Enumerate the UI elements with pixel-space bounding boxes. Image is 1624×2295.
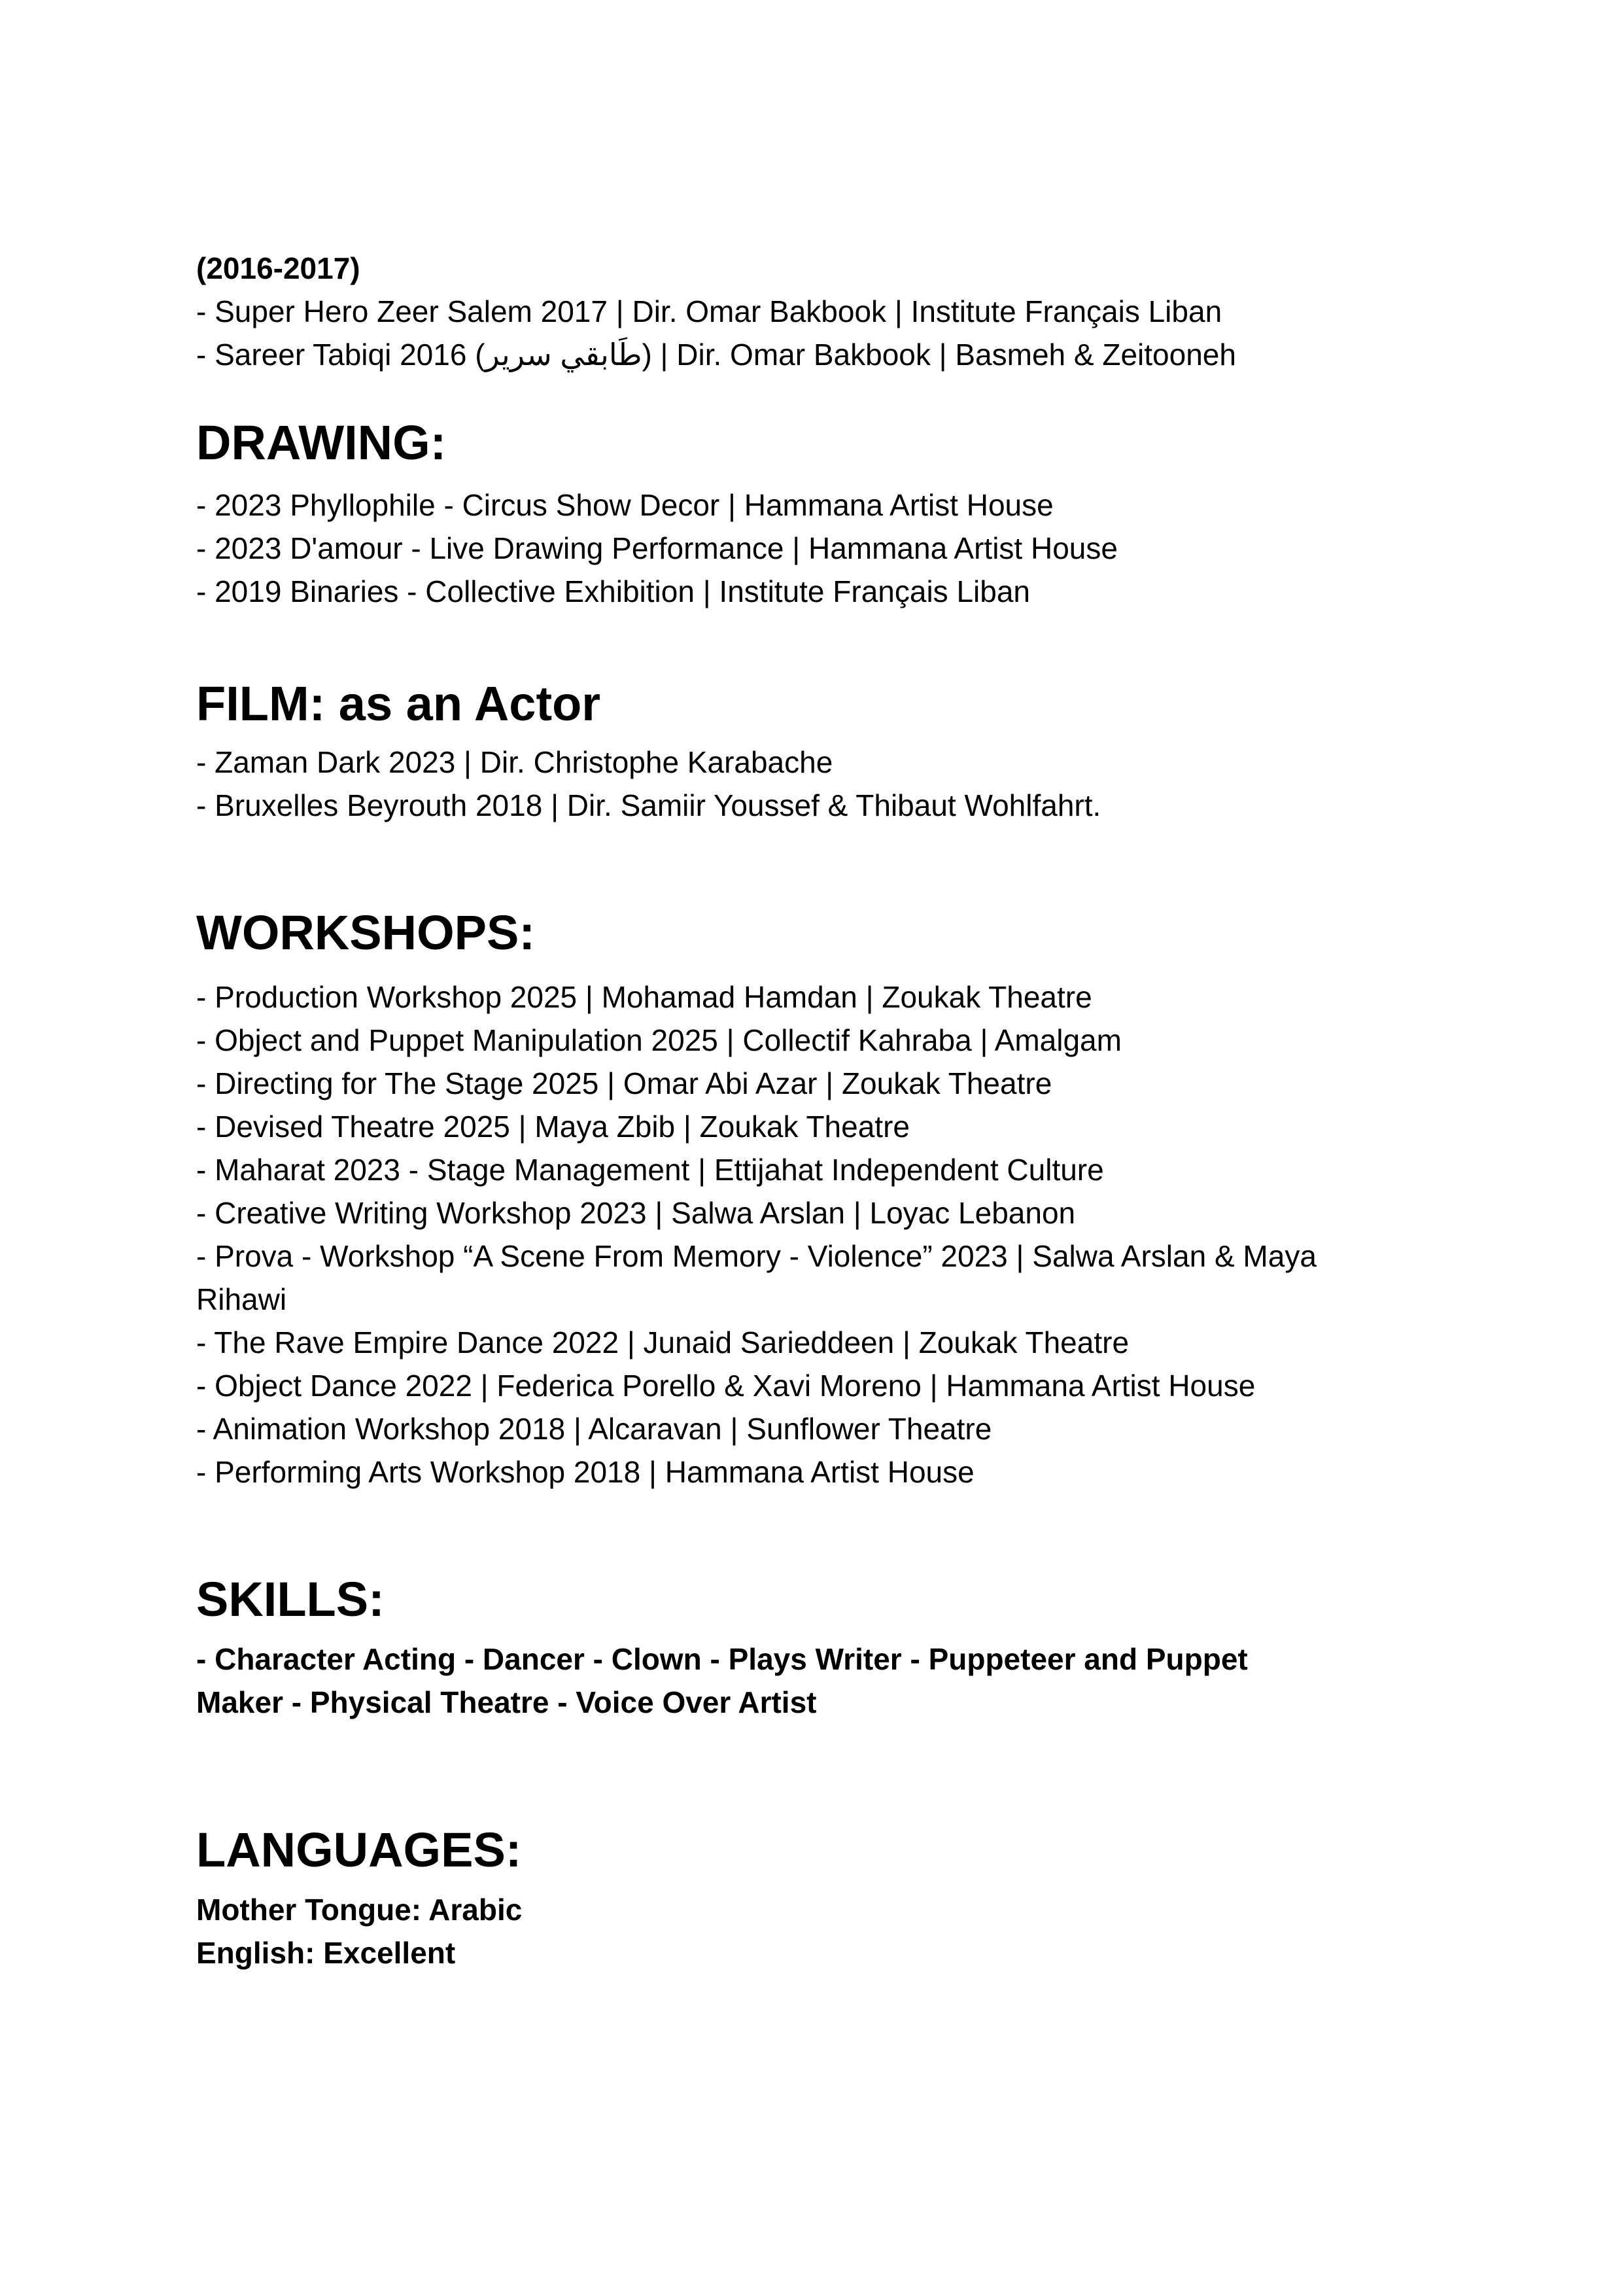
entry-line: - Sareer Tabiqi 2016 (طَابقي سرير) | Dir. Omar Bakbook | Basmeh & Zeitooneh: [196, 338, 1236, 372]
entry-line: - Object Dance 2022 | Federica Porello & Xavi Moreno | Hammana Artist House: [196, 1369, 1256, 1403]
skill-line: - Character Acting - Dancer - Clown - Plays Writer - Puppeteer and Puppet: [196, 1642, 1248, 1676]
years-subheading: (2016-2017): [196, 251, 360, 285]
section-heading-film: FILM: as an Actor: [196, 676, 601, 731]
entry-line: - Object and Puppet Manipulation 2025 | Collectif Kahraba | Amalgam: [196, 1023, 1122, 1057]
entry-line: Rihawi: [196, 1282, 287, 1316]
section-heading-workshops: WORKSHOPS:: [196, 905, 535, 960]
workshops-entries: [196, 975, 1434, 1494]
entry-line: - 2023 Phyllophile - Circus Show Decor | Hammana Artist House: [196, 488, 1054, 522]
languages-entries: [196, 1888, 1434, 1974]
entry-line: - Maharat 2023 - Stage Management | Ettijahat Independent Culture: [196, 1153, 1104, 1187]
section-heading-skills: SKILLS:: [196, 1572, 385, 1626]
drawing-entries: [196, 483, 1434, 613]
entry-line: - Devised Theatre 2025 | Maya Zbib | Zoukak Theatre: [196, 1110, 910, 1144]
section-theatre-continued: [196, 247, 1434, 376]
section-film: [196, 671, 1434, 827]
entry-line: - Performing Arts Workshop 2018 | Hammana Artist House: [196, 1455, 975, 1489]
entry-line: - Super Hero Zeer Salem 2017 | Dir. Omar Bakbook | Institute Français Liban: [196, 294, 1222, 328]
entry-line: - Animation Workshop 2018 | Alcaravan | Sunflower Theatre: [196, 1412, 992, 1446]
skill-line: Maker - Physical Theatre - Voice Over Artist: [196, 1685, 817, 1719]
entry-line: - Production Workshop 2025 | Mohamad Hamdan | Zoukak Theatre: [196, 980, 1092, 1014]
section-skills: [196, 1567, 1434, 1724]
section-drawing: [196, 410, 1434, 613]
entry-line: - Creative Writing Workshop 2023 | Salwa Arslan | Loyac Lebanon: [196, 1196, 1076, 1230]
entry-line: - 2019 Binaries - Collective Exhibition | Institute Français Liban: [196, 574, 1031, 608]
entry-line: - The Rave Empire Dance 2022 | Junaid Sarieddeen | Zoukak Theatre: [196, 1325, 1130, 1359]
film-entries: [196, 741, 1434, 827]
theatre-entries: [196, 290, 1434, 376]
entry-line: - Bruxelles Beyrouth 2018 | Dir. Samiir Youssef & Thibaut Wohlfahrt.: [196, 788, 1101, 822]
section-heading-languages: LANGUAGES:: [196, 1823, 522, 1877]
skills-entries: [196, 1638, 1434, 1724]
section-workshops: [196, 900, 1434, 1494]
section-heading-drawing: DRAWING:: [196, 415, 447, 470]
language-line: English: Excellent: [196, 1936, 456, 1970]
language-line: Mother Tongue: Arabic: [196, 1893, 523, 1927]
entry-line: - 2023 D'amour - Live Drawing Performance | Hammana Artist House: [196, 531, 1118, 565]
section-languages: [196, 1817, 1434, 1974]
entry-line: - Zaman Dark 2023 | Dir. Christophe Karabache: [196, 745, 833, 779]
entry-line: - Prova - Workshop “A Scene From Memory - Violence” 2023 | Salwa Arslan & Maya: [196, 1239, 1317, 1273]
entry-line: - Directing for The Stage 2025 | Omar Abi Azar | Zoukak Theatre: [196, 1066, 1052, 1100]
